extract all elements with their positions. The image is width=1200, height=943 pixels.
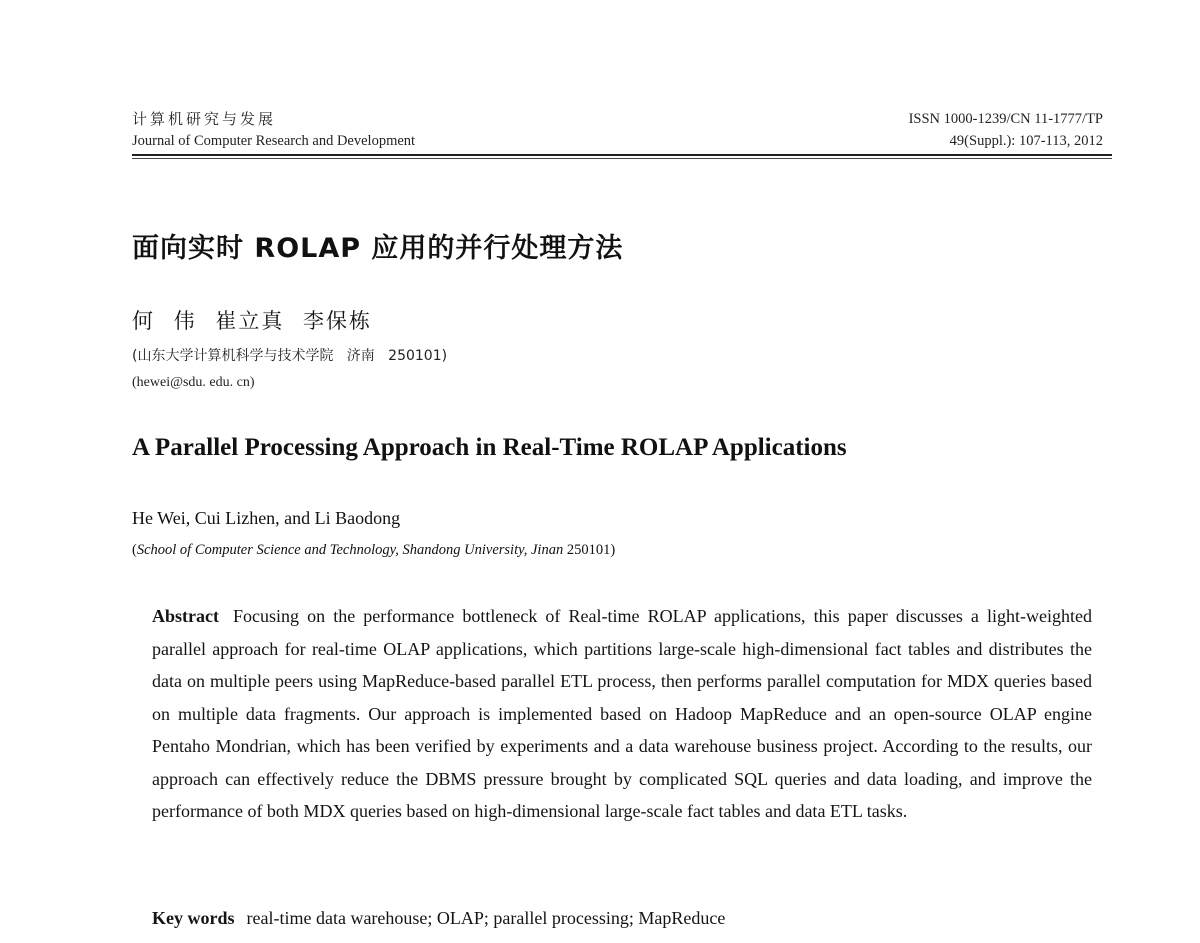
header-rule-thick xyxy=(132,154,1112,156)
issn: ISSN 1000-1239/CN 11-1777/TP xyxy=(908,111,1103,127)
keywords-text: real-time data warehouse; OLAP; parallel processing; MapReduce xyxy=(246,908,726,928)
keywords-label: Key words xyxy=(152,908,235,928)
keywords xyxy=(152,904,1092,932)
affiliation-en-postcode: 250101) xyxy=(563,542,616,558)
header-rule-thin xyxy=(132,158,1112,159)
journal-name-cn: 计算机研究与发展 xyxy=(132,110,277,128)
affiliation-en xyxy=(132,542,615,559)
running-header-left xyxy=(132,108,632,152)
abstract-label: Abstract xyxy=(152,606,219,626)
abstract xyxy=(152,600,1092,828)
author-email: (hewei@sdu. edu. cn) xyxy=(132,375,255,390)
affiliation-en-institution: School of Computer Science and Technology, Shandong University, Jinan xyxy=(136,542,564,558)
authors-en: He Wei, Cui Lizhen, and Li Baodong xyxy=(132,508,401,528)
running-header-right xyxy=(683,108,1103,152)
paper-title-cn: 面向实时 ROLAP 应用的并行处理方法 xyxy=(132,233,624,264)
affiliation-en-open: ( xyxy=(132,542,137,558)
paper-title-en: A Parallel Processing Approach in Real-Time ROLAP Applications xyxy=(132,434,847,461)
journal-name-en: Journal of Computer Research and Development xyxy=(132,133,416,149)
volume-pages-year: 49(Suppl.): 107-113, 2012 xyxy=(949,133,1103,149)
authors-cn: 何 伟 崔立真 李保栋 xyxy=(132,309,373,333)
affiliation-cn: (山东大学计算机科学与技术学院 济南 250101) xyxy=(132,348,448,364)
abstract-text: Focusing on the performance bottleneck of Real-time ROLAP applications, this paper discusses a light-weighted parallel approach for real-time OLAP applications, which partitions large-scale high-dimensional fact tables and distributes the data on multiple peers using MapReduce-based parallel ETL process, then performs parallel computation for MDX queries based on multiple data fragments. Our approach is implemented based on Hadoop MapReduce and an open-source OLAP engine Pentaho Mondrian, which has been verified by experiments and a data warehouse business project. According to the results, our approach can effectively reduce the DBMS pressure brought by complicated SQL queries and data loading, and improve the performance of both MDX queries based on high-dimensional large-scale fact tables and data ETL tasks. xyxy=(152,606,1092,821)
